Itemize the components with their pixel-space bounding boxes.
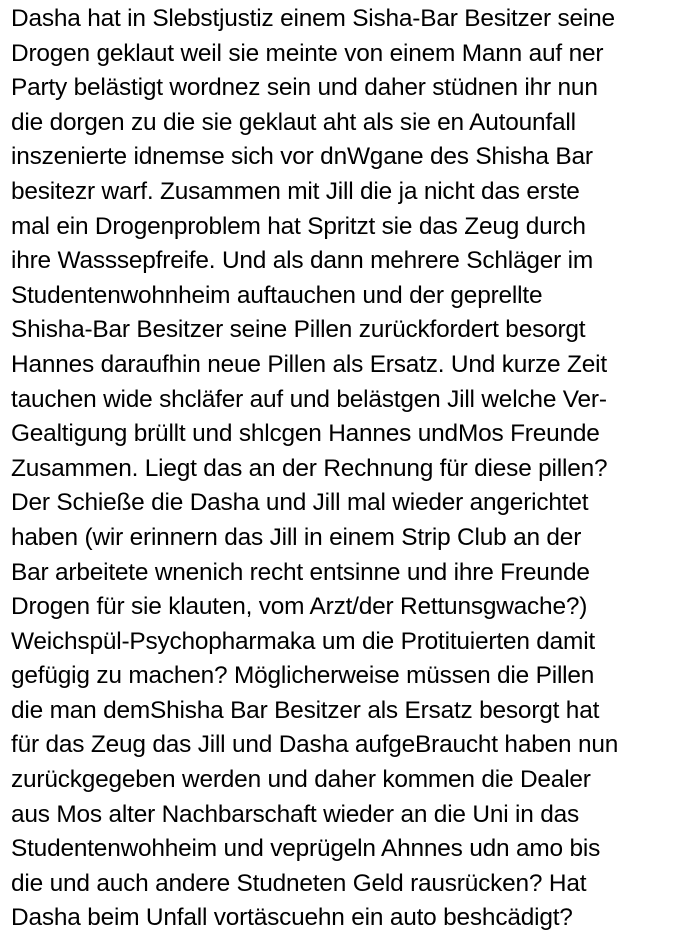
text-line-15: Der Schieße die Dasha und Jill mal wieder angerichtet (11, 489, 589, 517)
text-line-8: ihre Wasssepfreife. Und als dann mehrere Schläger im (11, 247, 594, 275)
text-line-13: Gealtigung brüllt und shlcgen Hannes undMos Freunde (11, 420, 600, 448)
text-line-26: die und auch andere Studneten Geld rausrücken? Hat (11, 869, 587, 897)
text-line-3: Party belästigt wordnez sein und daher stüdnen ihr nun (11, 74, 598, 102)
text-line-9: Studentenwohnheim auftauchen und der geprellte (11, 281, 543, 309)
text-line-20: gefügig zu machen? Möglicherweise müssen die Pillen (11, 662, 595, 690)
text-line-21: die man demShisha Bar Besitzer als Ersatz besorgt hat (11, 696, 600, 724)
text-line-6: besitezr warf. Zusammen mit Jill die ja nicht das erste (11, 177, 580, 205)
text-line-7: mal ein Drogenproblem hat Spritzt sie das Zeug durch (11, 212, 586, 240)
text-line-24: aus Mos alter Nachbarschaft wieder an die Uni in das (11, 800, 580, 828)
text-line-23: zurückgegeben werden und daher kommen die Dealer (11, 766, 591, 794)
text-line-5: inszenierte idnemse sich vor dnWgane des Shisha Bar (11, 143, 593, 171)
text-line-2: Drogen geklaut weil sie meinte von einem Mann auf ner (11, 39, 604, 67)
text-line-12: tauchen wide shcläfer auf und belästgen Jill welche Ver- (11, 385, 607, 413)
text-line-19: Weichspül-Psychopharmaka um die Protituierten damit (11, 627, 596, 655)
text-line-27: Dasha beim Unfall vortäscuehn ein auto beshcädigt? (11, 904, 573, 932)
text-line-4: die dorgen zu die sie geklaut aht als sie en Autounfall (11, 108, 576, 136)
text-line-14: Zusammen. Liegt das an der Rechnung für diese pillen? (11, 454, 608, 482)
text-line-18: Drogen für sie klauten, vom Arzt/der Rettunsgwache?) (11, 593, 588, 621)
text-line-11: Hannes daraufhin neue Pillen als Ersatz. Und kurze Zeit (11, 350, 607, 378)
text-line-1: Dasha hat in Slebstjustiz einem Sisha-Bar Besitzer seine (11, 5, 615, 32)
text-line-22: für das Zeug das Jill und Dasha aufgeBraucht haben nun (11, 731, 619, 759)
body-text (11, 2, 681, 936)
text-line-10: Shisha-Bar Besitzer seine Pillen zurückfordert besorgt (11, 316, 586, 344)
text-line-16: haben (wir erinnern das Jill in einem Strip Club an der (11, 523, 582, 551)
text-line-25: Studentenwohheim und veprügeln Ahnnes udn amo bis (11, 835, 601, 863)
text-line-17: Bar arbeitete wnenich recht entsinne und ihre Freunde (11, 558, 590, 586)
